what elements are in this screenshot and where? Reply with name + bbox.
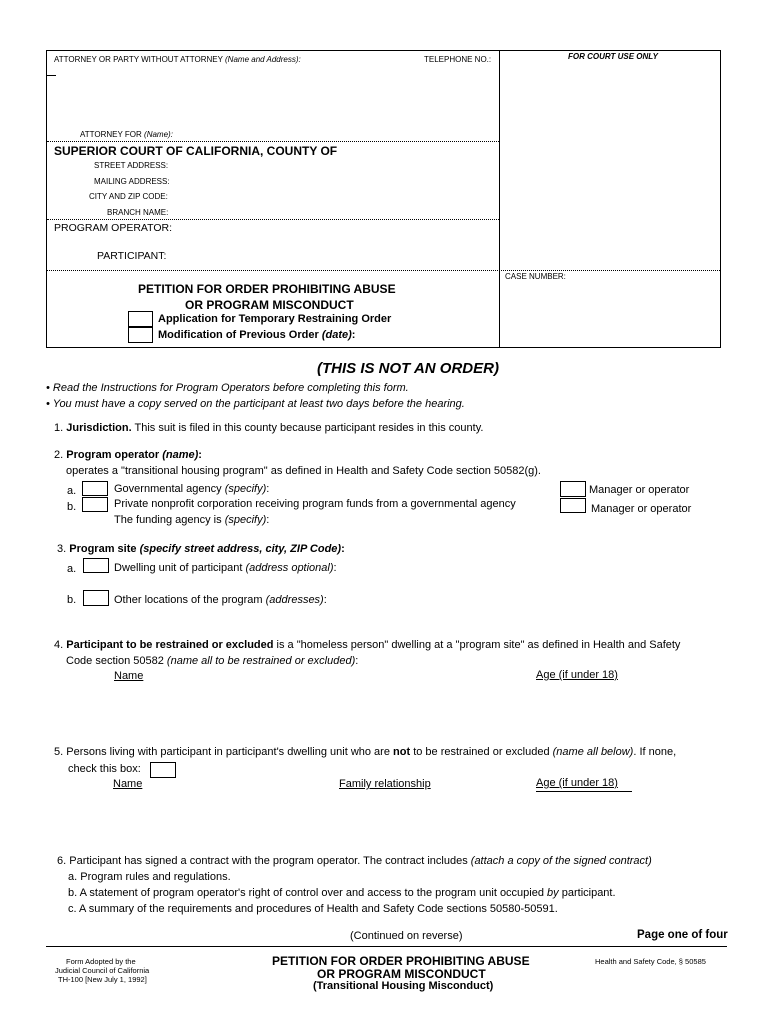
item-5-heading: 5. Persons living with participant in participant's dwelling unit who are not to be restrained or excluded (name all below). If none,: [54, 746, 677, 758]
item-3a-letter: a.: [67, 563, 77, 575]
item-5-age-underline-extend: [536, 791, 632, 792]
item-4-name-column-header: Name: [114, 670, 144, 682]
telephone-label: TELEPHONE NO.:: [424, 55, 492, 64]
item-4-line-2: Code section 50582 (name all to be restrained or excluded):: [66, 655, 359, 667]
other-locations-checkbox[interactable]: [83, 590, 109, 606]
item-6c: c. A summary of the requirements and procedures of Health and Safety Code sections 50580-50591.: [68, 903, 558, 915]
item-2b-letter: b.: [67, 501, 77, 513]
page-number: Page one of four: [637, 929, 728, 941]
case-number-label: CASE NUMBER:: [505, 272, 566, 281]
item-2-heading: 2. Program operator (name):: [54, 449, 202, 461]
caption-border-right: [720, 50, 721, 348]
tro-option-label: Application for Temporary Restraining Order: [158, 313, 392, 325]
caption-divider-title: [47, 270, 720, 271]
caption-divider-parties: [47, 219, 499, 220]
health-safety-code-reference: Health and Safety Code, § 50585: [595, 957, 706, 966]
item-4-age-column-header: Age (if under 18): [536, 669, 618, 681]
nonprofit-label: Private nonprofit corporation receiving program funds from a governmental agency: [114, 498, 516, 510]
branch-name-label: BRANCH NAME:: [107, 208, 169, 217]
item-2a-letter: a.: [67, 485, 77, 497]
modification-checkbox[interactable]: [128, 327, 153, 343]
form-adopted-line-1: Form Adopted by the: [66, 957, 136, 966]
attorney-label: ATTORNEY OR PARTY WITHOUT ATTORNEY (Name and Address):: [54, 55, 301, 64]
petition-title-line-1: PETITION FOR ORDER PROHIBITING ABUSE: [138, 282, 396, 296]
form-adopted-line-2: Judicial Council of California: [55, 966, 150, 975]
item-6-heading: 6. Participant has signed a contract with the program operator. The contract includes (attach a copy of the signed contract): [57, 855, 652, 867]
participant-label: PARTICIPANT:: [97, 250, 167, 262]
item-1-jurisdiction: 1. Jurisdiction. This suit is filed in this county because participant resides in this county.: [54, 422, 484, 434]
item-5-age-column-header: Age (if under 18): [536, 777, 618, 789]
governmental-agency-label: Governmental agency (specify):: [114, 483, 270, 495]
no-persons-checkbox[interactable]: [150, 762, 176, 778]
not-an-order-heading: (THIS IS NOT AN ORDER): [317, 360, 499, 377]
nonprofit-checkbox[interactable]: [82, 497, 108, 512]
caption-divider-vertical: [499, 50, 500, 348]
caption-border-bottom: [46, 347, 721, 348]
item-3-heading: 3. Program site (specify street address, city, ZIP Code):: [57, 543, 345, 555]
instruction-bullet-1: • Read the Instructions for Program Operators before completing this form.: [46, 382, 409, 394]
manager-operator-checkbox-2[interactable]: [560, 498, 586, 513]
caption-divider-court: [47, 141, 499, 142]
governmental-agency-checkbox[interactable]: [82, 481, 108, 496]
instruction-bullet-2: • You must have a copy served on the participant at least two days before the hearing.: [46, 398, 465, 410]
footer-title-line-1: PETITION FOR ORDER PROHIBITING ABUSE: [272, 954, 530, 968]
court-use-label: FOR COURT USE ONLY: [568, 52, 658, 61]
attorney-name-field[interactable]: [46, 75, 56, 76]
tro-checkbox[interactable]: [128, 311, 153, 327]
item-6b: b. A statement of program operator's right of control over and access to the program unit occupied by participant.: [68, 887, 616, 899]
manager-operator-label-2: Manager or operator: [591, 503, 692, 515]
caption-border-top: [46, 50, 721, 51]
item-5-check-label: check this box:: [68, 763, 141, 775]
modification-option-label: Modification of Previous Order (date):: [158, 329, 356, 341]
item-5-name-column-header: Name: [113, 778, 143, 790]
footer-title-line-3: (Transitional Housing Misconduct): [313, 980, 494, 992]
item-2-operates-line: operates a "transitional housing program" as defined in Health and Safety Code section 50582(g).: [66, 465, 541, 477]
mailing-address-label: MAILING ADDRESS:: [94, 177, 170, 186]
manager-operator-checkbox-1[interactable]: [560, 481, 586, 497]
other-locations-label: Other locations of the program (addresses):: [114, 594, 327, 606]
petition-title-line-2: OR PROGRAM MISCONDUCT: [185, 298, 354, 312]
attorney-for-label: ATTORNEY FOR (Name):: [80, 130, 173, 139]
item-6a: a. Program rules and regulations.: [68, 871, 231, 883]
dwelling-unit-checkbox[interactable]: [83, 558, 109, 573]
program-operator-label: PROGRAM OPERATOR:: [54, 222, 173, 234]
footer-rule: [46, 946, 727, 947]
item-3b-letter: b.: [67, 594, 77, 606]
funding-agency-label: The funding agency is (specify):: [114, 514, 270, 526]
manager-operator-label-1: Manager or operator: [589, 484, 690, 496]
continued-on-reverse: (Continued on reverse): [350, 930, 463, 942]
item-5-relationship-column-header: Family relationship: [339, 778, 431, 790]
city-zip-label: CITY AND ZIP CODE:: [89, 192, 168, 201]
street-address-label: STREET ADDRESS:: [94, 161, 169, 170]
court-title: SUPERIOR COURT OF CALIFORNIA, COUNTY OF: [54, 144, 338, 158]
dwelling-unit-label: Dwelling unit of participant (address optional):: [114, 562, 337, 574]
form-adopted-line-3: TH-100 [New July 1, 1992]: [58, 975, 147, 984]
caption-border-left: [46, 50, 47, 348]
footer-title-line-2: OR PROGRAM MISCONDUCT: [317, 967, 486, 981]
item-4-heading: 4. Participant to be restrained or excluded is a "homeless person" dwelling at a "program site" as defined in Health and Safety: [54, 639, 681, 651]
